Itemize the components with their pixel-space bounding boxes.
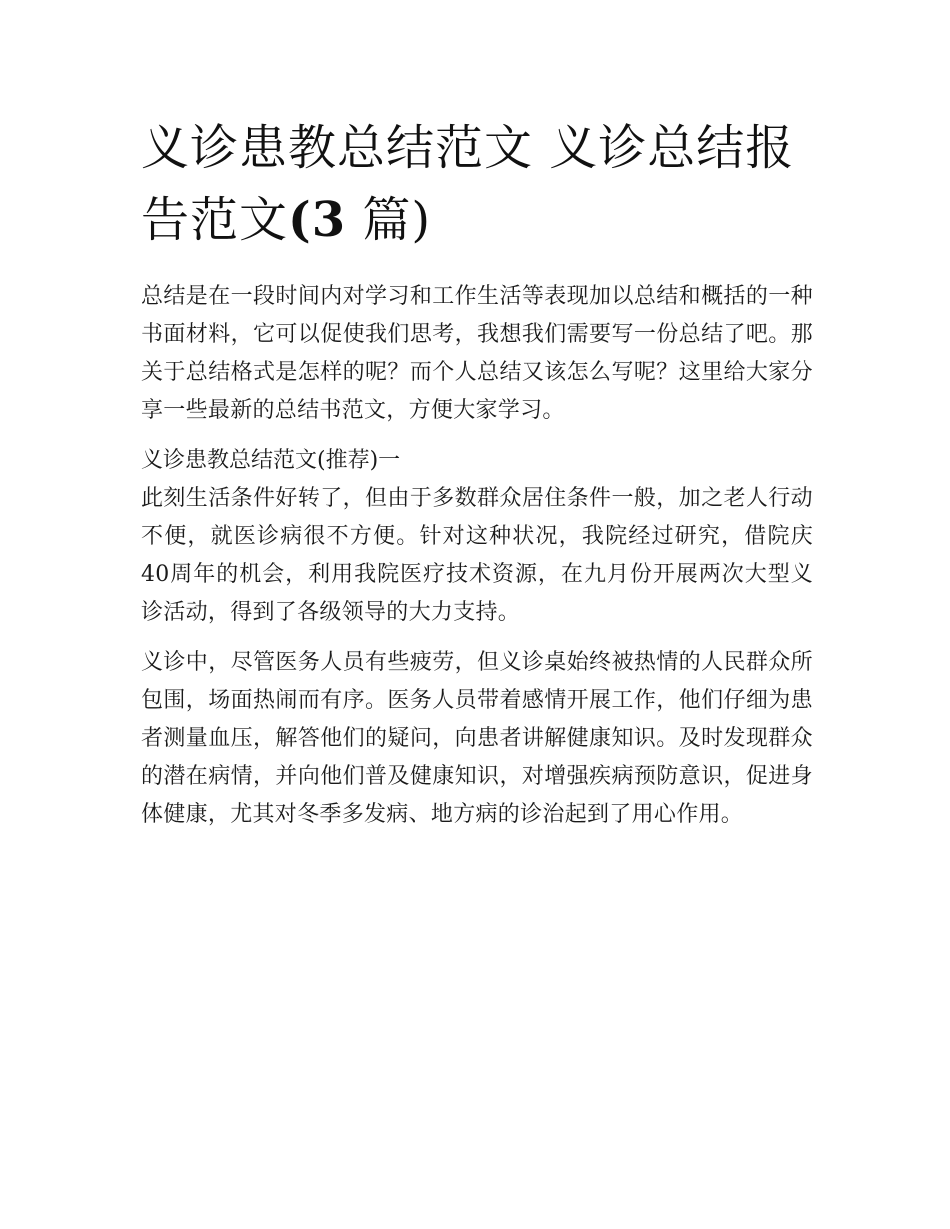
- section-heading: 义诊患教总结范文(推荐)一: [141, 448, 401, 473]
- body-paragraph-2: 义诊中，尽管医务人员有些疲劳，但义诊桌始终被热情的人民群众所包围，场面热闹而有序。医务人员带着感情开展工作，他们仔细为患者测量血压，解答他们的疑问，向患者讲解健康知识。及时发现群众的潜在病情，并向他们普及健康知识，对增强疾病预防意识，促进身体健康，尤其对冬季多发病、地方病的诊治起到了用心作用。: [141, 650, 813, 827]
- title-line-2-prefix: 告范文: [141, 192, 289, 248]
- intro-paragraph: 总结是在一段时间内对学习和工作生活等表现加以总结和概括的一种书面材料，它可以促使我们思考，我想我们需要写一份总结了吧。那关于总结格式是怎样的呢？而个人总结又该怎么写呢？这里给大家分享一些最新的总结书范文，方便大家学习。: [141, 284, 813, 423]
- body-paragraph-1: 此刻生活条件好转了，但由于多数群众居住条件一般，加之老人行动不便，就医诊病很不方便。针对这种状况，我院经过研究，借院庆40周年的机会，利用我院医疗技术资源，在九月份开展两次大型义诊活动，得到了各级领导的大力支持。: [141, 486, 813, 625]
- title-line-2-count: (3: [288, 192, 347, 248]
- title-line-1: 义诊患教总结范文 义诊总结报: [141, 120, 795, 176]
- title-line-2-suffix: 篇): [362, 192, 432, 248]
- document-title: [141, 112, 813, 256]
- document-page: [141, 112, 813, 834]
